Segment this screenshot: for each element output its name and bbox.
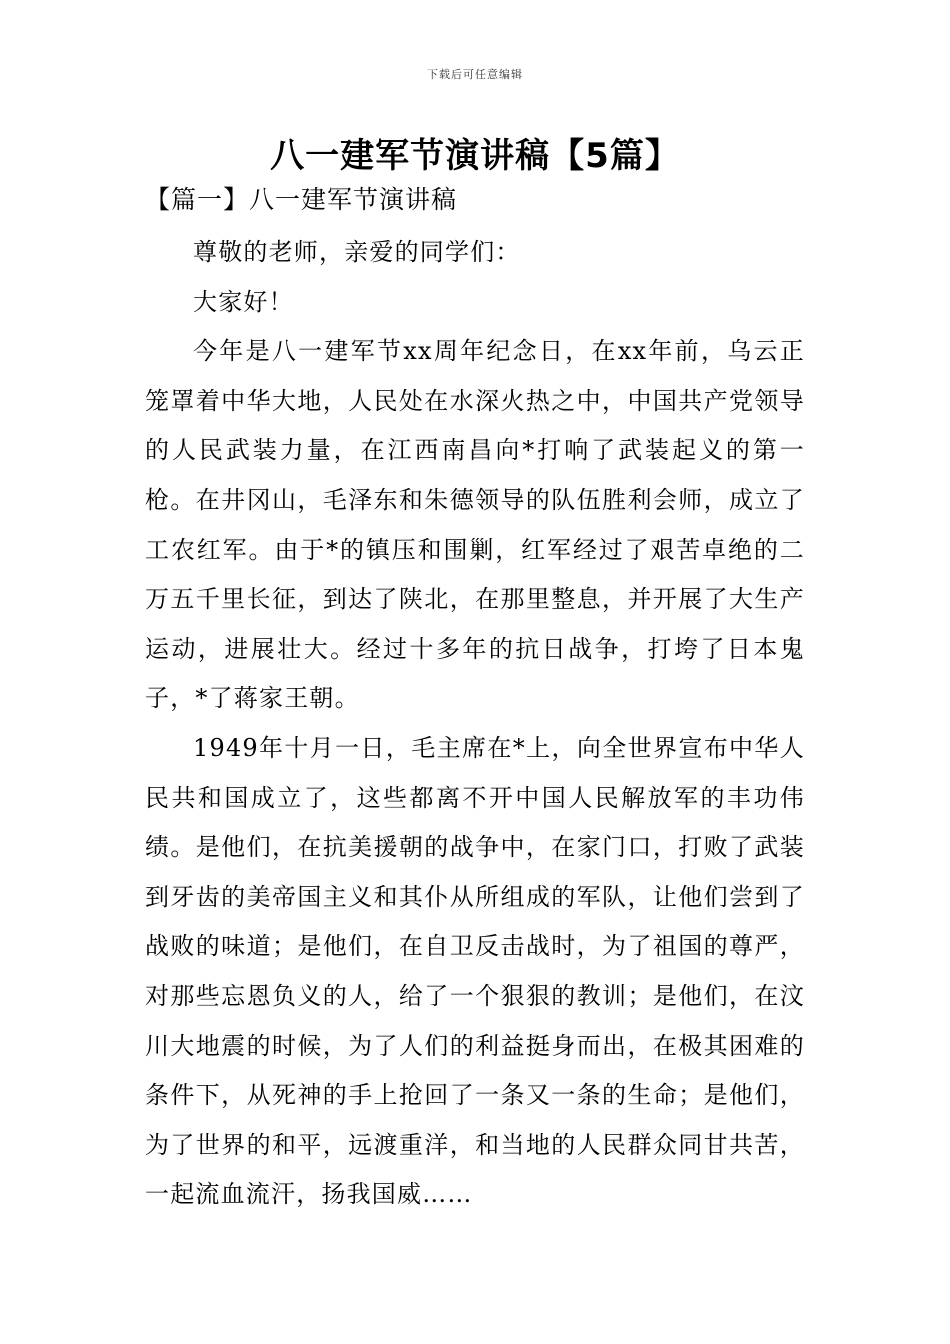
paragraph-greeting: 大家好！ xyxy=(193,287,294,316)
paragraph-achievements: 1949年十月一日，毛主席在*上，向全世界宣布中华人民共和国成立了，这些都离不开中国人民解放军的丰功伟绩。是他们，在抗美援朝的战争中，在家门口，打败了武装到牙齿的美帝国主义和其仆从所组成的军队，让他们尝到了战败的味道；是他们，在自卫反击战时，为了祖国的尊严，对那些忘恩负义的人，给了一个狠狠的教训；是他们，在汶川大地震的时候，为了人们的利益挺身而出，在极其困难的条件下，从死神的手上抢回了一条又一条的生命；是他们，为了世界的和平，远渡重洋，和当地的人民群众同甘共苦，一起流血流汗，扬我国威…… xyxy=(145,733,805,1209)
paragraph-salutation: 尊敬的老师，亲爱的同学们： xyxy=(193,238,521,266)
header-note: 下载后可任意编辑 xyxy=(427,68,523,81)
document-body xyxy=(145,228,805,1220)
paragraph-history: 今年是八一建军节xx周年纪念日，在xx年前，乌云正笼罩着中华大地，人民处在水深火热之中，中国共产党领导的人民武装力量，在江西南昌向*打响了武装起义的第一枪。在井冈山，毛泽东和朱德领导的队伍胜利会师，成立了工农红军。由于*的镇压和围剿，红军经过了艰苦卓绝的二万五千里长征，到达了陕北，在那里整息，并开展了大生产运动，进展壮大。经过十多年的抗日战争，打垮了日本鬼子，*了蒋家王朝。 xyxy=(145,337,805,713)
section-heading: 【篇一】八一建军节演讲稿 xyxy=(145,185,458,214)
document-title: 八一建军节演讲稿【5篇】 xyxy=(270,136,680,176)
